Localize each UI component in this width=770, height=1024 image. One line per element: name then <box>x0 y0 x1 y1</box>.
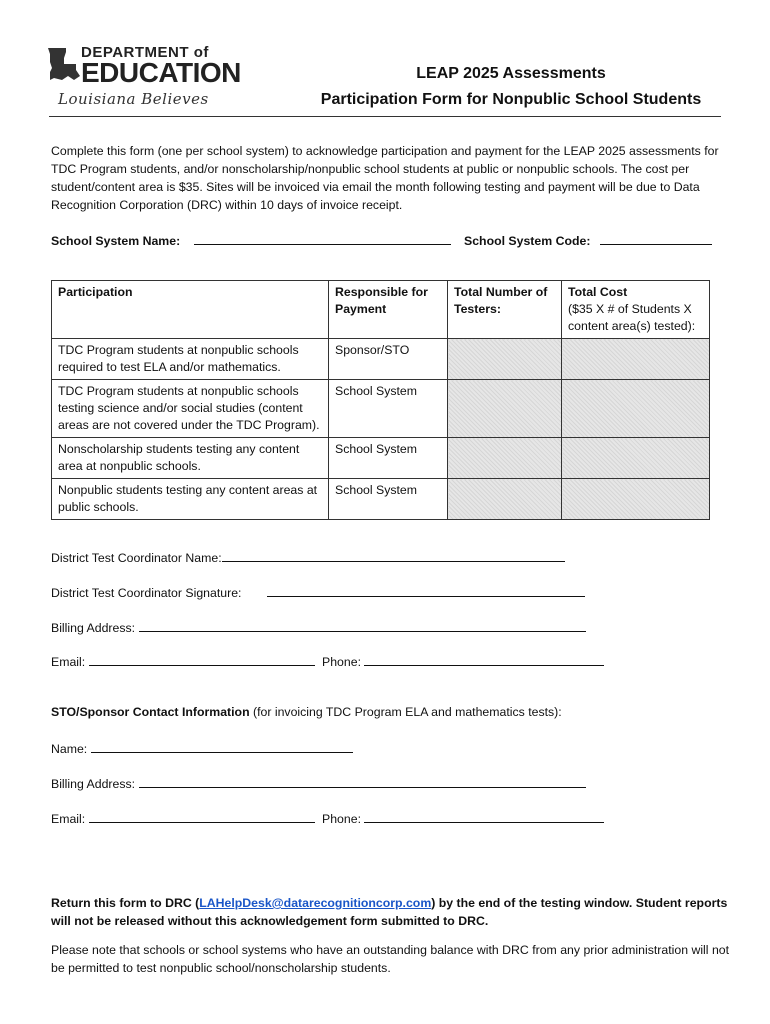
sto-email-field[interactable] <box>89 809 315 823</box>
district-phone-field[interactable] <box>364 652 604 666</box>
return-prefix: Return this form to DRC ( <box>51 896 200 910</box>
sto-name-row <box>51 739 353 756</box>
header-cost-subtitle: ($35 X # of Students X content area(s) tested): <box>568 302 696 333</box>
header-testers: Total Number of Testers: <box>448 281 562 339</box>
return-suffix: ) by the end of the testing window. Student reports will not be released without this acknowledgement form submitted to DRC. <box>51 896 728 928</box>
row-participation: Nonpublic students testing any content areas at public schools. <box>52 479 329 520</box>
school-system-code-label: School System Code: <box>464 234 591 248</box>
department-of-education-logo <box>46 44 241 110</box>
district-billing-label: Billing Address: <box>51 621 136 635</box>
district-contact-row <box>51 652 604 669</box>
table-row <box>52 339 710 380</box>
district-phone-label: Phone: <box>322 655 361 669</box>
sto-name-field[interactable] <box>91 739 353 753</box>
school-system-name-field[interactable] <box>194 231 451 245</box>
header-total-cost <box>562 281 710 339</box>
coordinator-name-field[interactable] <box>222 548 565 562</box>
row-responsible: School System <box>329 479 448 520</box>
header-cost-title: Total Cost <box>568 285 628 299</box>
title-line-2: Participation Form for Nonpublic School Students <box>320 91 702 108</box>
logo-line-education: EDUCATION <box>81 57 241 88</box>
return-instructions <box>51 894 731 930</box>
table-row <box>52 380 710 438</box>
district-billing-row <box>51 618 586 635</box>
coordinator-signature-field[interactable] <box>267 583 585 597</box>
row-responsible: School System <box>329 438 448 479</box>
sto-email-label: Email: <box>51 812 86 826</box>
district-billing-field[interactable] <box>139 618 586 632</box>
logo-line-department: DEPARTMENT of <box>81 44 209 61</box>
header-responsible: Responsible for Payment <box>329 281 448 339</box>
title-line-1: LEAP 2025 Assessments <box>416 65 606 82</box>
row-testers-field[interactable] <box>448 438 562 479</box>
row-cost-field[interactable] <box>562 380 710 438</box>
louisiana-state-icon <box>46 46 82 84</box>
header-participation: Participation <box>52 281 329 339</box>
sto-name-label: Name: <box>51 742 88 756</box>
row-cost-field[interactable] <box>562 339 710 380</box>
table-row <box>52 479 710 520</box>
sto-heading-row <box>51 705 562 719</box>
row-testers-field[interactable] <box>448 380 562 438</box>
district-email-field[interactable] <box>89 652 315 666</box>
header-divider <box>49 116 721 117</box>
coordinator-name-label: District Test Coordinator Name: <box>51 551 222 565</box>
row-cost-field[interactable] <box>562 438 710 479</box>
row-testers-field[interactable] <box>448 339 562 380</box>
sto-heading-note: (for invoicing TDC Program ELA and mathematics tests): <box>249 705 562 719</box>
coordinator-name-row <box>51 548 565 565</box>
sto-billing-row <box>51 774 586 791</box>
row-participation: TDC Program students at nonpublic schools testing science and/or social studies (content areas are not covered under the TDC Program). <box>52 380 329 438</box>
row-participation: TDC Program students at nonpublic schools required to test ELA and/or mathematics. <box>52 339 329 380</box>
district-email-label: Email: <box>51 655 86 669</box>
table-header-row <box>52 281 710 339</box>
participation-table <box>51 280 710 520</box>
school-system-code-field[interactable] <box>600 231 712 245</box>
school-system-name-label: School System Name: <box>51 234 181 248</box>
sto-phone-label: Phone: <box>322 812 361 826</box>
sto-billing-field[interactable] <box>139 774 586 788</box>
row-responsible: School System <box>329 380 448 438</box>
sto-phone-field[interactable] <box>364 809 604 823</box>
table-row <box>52 438 710 479</box>
sto-contact-row <box>51 809 604 826</box>
coordinator-signature-row <box>51 583 585 600</box>
sto-billing-label: Billing Address: <box>51 777 136 791</box>
balance-note: Please note that schools or school systems who have an outstanding balance with DRC from any prior administration will not be permitted to test nonpublic school/nonscholarship students. <box>51 943 730 975</box>
row-participation: Nonscholarship students testing any content area at nonpublic schools. <box>52 438 329 479</box>
row-testers-field[interactable] <box>448 479 562 520</box>
page-title <box>301 61 721 113</box>
row-responsible: Sponsor/STO <box>329 339 448 380</box>
coordinator-signature-label: District Test Coordinator Signature: <box>51 586 242 600</box>
logo-tagline: Louisiana Believes <box>58 90 209 108</box>
sto-heading: STO/Sponsor Contact Information <box>51 705 250 719</box>
row-cost-field[interactable] <box>562 479 710 520</box>
school-system-row <box>51 231 712 248</box>
intro-paragraph: Complete this form (one per school system) to acknowledge participation and payment for the LEAP 2025 assessments for TDC Program students, and/or nonscholarship/nonpublic school students at public or nonpublic schools. The cost per student/content area is $35. Sites will be invoiced via email the month following testing and payment will be due to Data Recognition Corporation (DRC) within 10 days of invoice receipt. <box>51 144 719 212</box>
helpdesk-email-link[interactable]: LAHelpDesk@datarecognitioncorp.com <box>199 896 432 910</box>
